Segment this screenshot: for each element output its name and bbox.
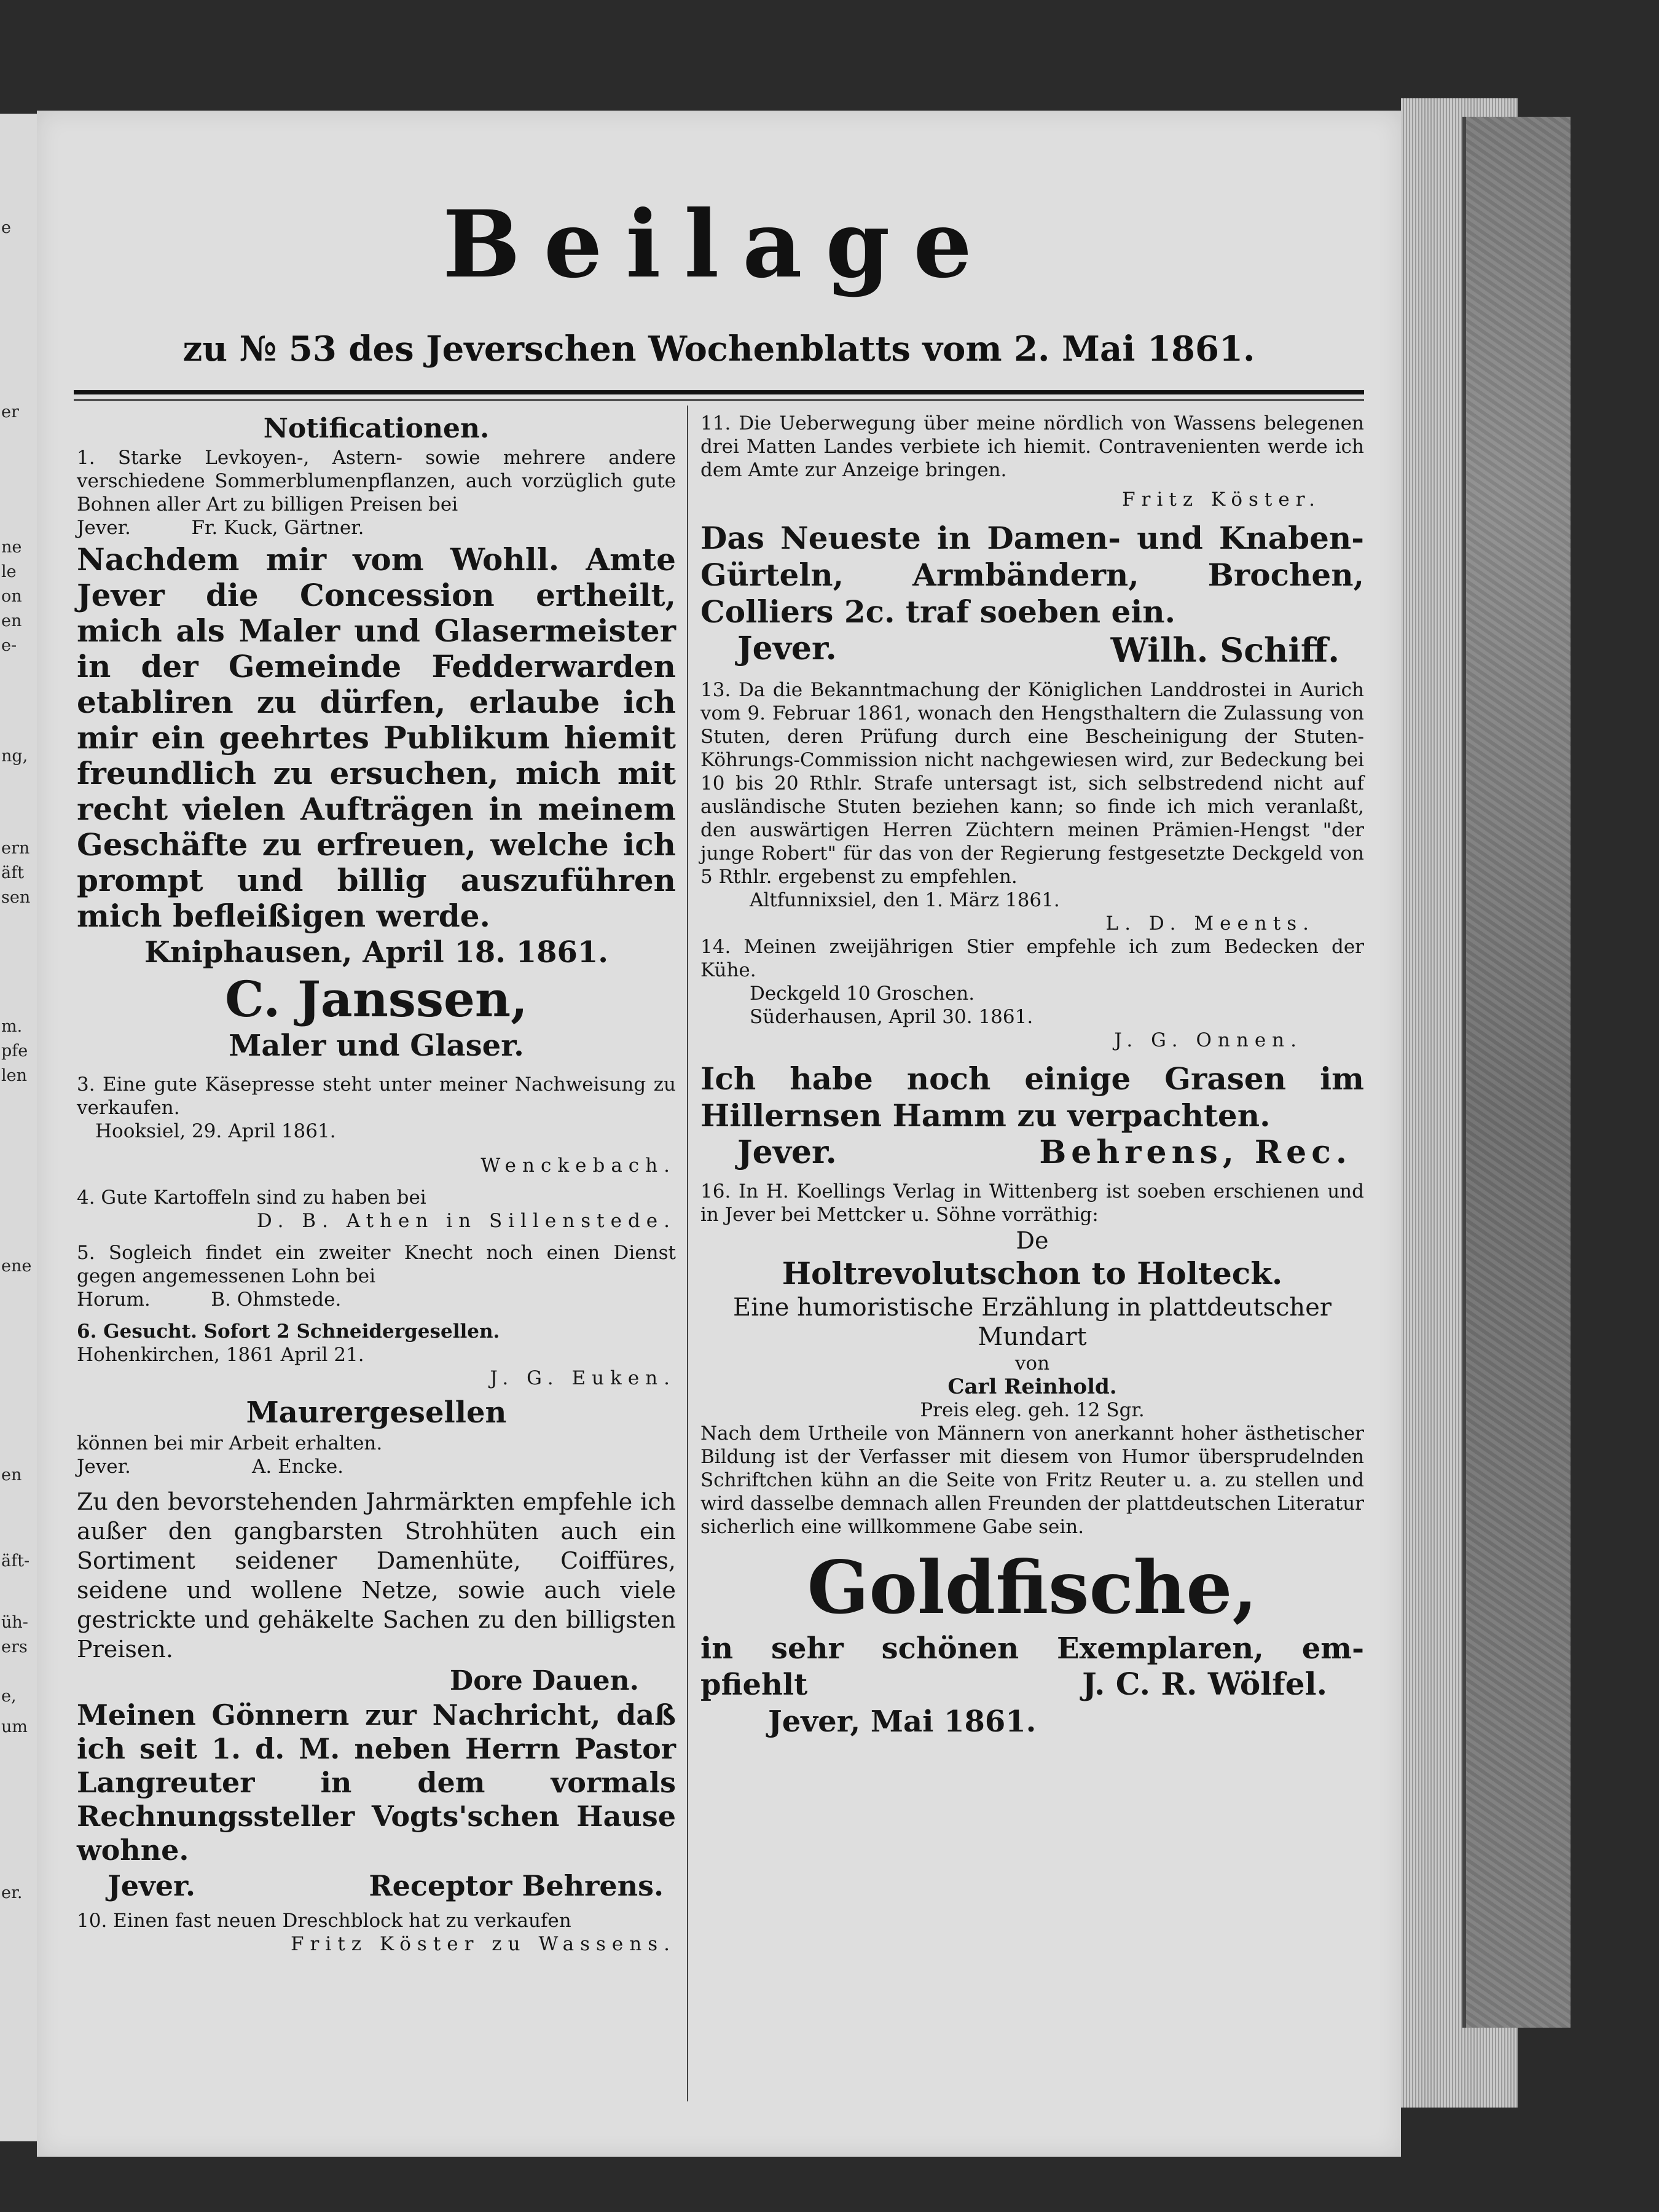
fragment: sen — [1, 888, 31, 907]
book-cover — [1462, 117, 1571, 2028]
fragment: äft — [1, 863, 24, 882]
grasen-footer — [700, 1134, 1364, 1171]
goldfische-heading: Goldfische, — [807, 1545, 1258, 1630]
fragment: pfe — [1, 1041, 28, 1061]
adjacent-page-edge — [0, 114, 39, 2141]
notice-6: 6. Gesucht. Sofort 2 Schneidergesellen. — [77, 1320, 500, 1343]
fragment: äft- — [1, 1551, 30, 1571]
notice-1: 1. Starke Levkoyen-, Astern- sowie mehrere andere verschiedene Sommerblumenpflanzen, auch vorzüglich gute Bohnen aller Art zu billigen Preisen bei — [77, 447, 676, 516]
column-separator — [687, 406, 688, 2101]
grasen-signature: Behrens, Rec. — [1039, 1134, 1352, 1171]
behrens-signature: Receptor Behrens. — [369, 1869, 664, 1902]
goldfische-text-1: in sehr schönen Exemplaren, em- — [700, 1631, 1364, 1666]
grasen-advert: Ich habe noch einige Grasen im Hillernsen Hamm zu verpachten. — [700, 1061, 1364, 1134]
notice-11-signature: Fritz Köster. — [1122, 488, 1321, 511]
notice-4: 4. Gute Kartoffeln sind zu haben bei — [77, 1186, 426, 1209]
schiff-signature: Wilh. Schiff. — [1110, 630, 1339, 670]
fragment: le — [1, 562, 17, 581]
fragment: üh- — [1, 1613, 28, 1632]
book-description-2: Mundart — [978, 1323, 1087, 1351]
notice-1-signature: Jever. Fr. Kuck, Gärtner. — [77, 517, 364, 539]
notice-13-place: Altfunnixsiel, den 1. März 1861. — [750, 889, 1060, 911]
schiff-footer — [700, 630, 1364, 670]
right-column — [700, 412, 1364, 1740]
book-review: Nach dem Urtheile von Männern von anerkannt hoher ästhetischer Bildung ist der Verfasser mit diesem von Humor übersprudelnden Schriftchen kühn an die Seite von Fritz Reuter u. a. zu stellen und wird dasselbe demnach allen Freunden der plattdeutschen Literatur sicherlich eine willkommene Gabe sein. — [700, 1422, 1364, 1538]
dauen-advert: Zu den bevorstehenden Jahrmärkten empfehle ich außer den gangbarsten Strohhüten auch ein Sortiment seidener Damenhüte, Coiffüres, seidene und wollene Netze, sowie auch viele gestrickte und gehäkelte Sachen zu den billigsten Preisen. — [77, 1488, 676, 1663]
notice-10-signature: Fritz Köster zu Wassens. — [291, 1933, 676, 1955]
fragment: en — [1, 611, 22, 630]
fragment: ers — [1, 1637, 28, 1657]
dauen-signature: Dore Dauen. — [450, 1665, 639, 1696]
schiff-place: Jever. — [737, 630, 837, 667]
behrens-advert: Meinen Gönnern zur Nachricht, daß ich seit 1. d. M. neben Herrn Pastor Langreuter in dem vormals Rechnungssteller Vogts'schen Hause wohne. — [77, 1698, 676, 1867]
notice-3-signature: Wenckebach. — [480, 1155, 676, 1177]
fragment: ene — [1, 1257, 32, 1276]
janssen-trade: Maler und Glaser. — [229, 1029, 524, 1063]
fragment: e — [1, 218, 11, 237]
page-title: Beilage — [442, 190, 995, 299]
book-title: Holtrevolutschon to Holteck. — [782, 1255, 1283, 1292]
fragment: ng, — [1, 747, 28, 766]
fragment: en — [1, 1465, 22, 1484]
book-von: von — [1014, 1352, 1050, 1375]
notice-14-fee: Deckgeld 10 Groschen. — [750, 982, 975, 1005]
fragment: e- — [1, 636, 17, 655]
notice-14-signature: J. G. Onnen. — [1114, 1029, 1303, 1051]
grasen-place: Jever. — [737, 1134, 837, 1171]
maurer-text: können bei mir Arbeit erhalten. — [77, 1432, 383, 1454]
janssen-place-date: Kniphausen, April 18. 1861. — [144, 935, 608, 970]
janssen-name: C. Janssen, — [225, 970, 528, 1028]
notice-3: 3. Eine gute Käsepresse steht unter meiner Nachweisung zu verkaufen. — [77, 1073, 676, 1119]
notice-11: 11. Die Ueberwegung über meine nördlich von Wassens belegenen drei Matten Landes verbiete ich hiemit. Contravenienten werde ich dem Amte zur Anzeige bringen. — [700, 412, 1364, 481]
fragment: ne — [1, 538, 22, 557]
maurer-signature: Jever. A. Encke. — [77, 1456, 344, 1478]
notice-14-place: Süderhausen, April 30. 1861. — [750, 1006, 1033, 1028]
notice-13-signature: L. D. Meents. — [1105, 912, 1315, 935]
fragment: ern — [1, 839, 30, 858]
notice-6-place: Hohenkirchen, 1861 April 21. — [77, 1344, 364, 1366]
maurer-heading: Maurergesellen — [246, 1395, 507, 1430]
header-rule-thin — [74, 399, 1364, 401]
goldfische-signature: J. C. R. Wölfel. — [1082, 1666, 1327, 1702]
goldfische-footer — [700, 1666, 1364, 1703]
notice-5: 5. Sogleich findet ein zweiter Knecht noch einen Dienst gegen angemessenen Lohn bei — [77, 1242, 676, 1287]
fragment: m. — [1, 1017, 23, 1036]
left-column — [77, 412, 676, 1956]
goldfische-place: Jever, Mai 1861. — [768, 1704, 1037, 1739]
fragment: len — [1, 1066, 28, 1085]
notice-3-place: Hooksiel, 29. April 1861. — [95, 1120, 336, 1142]
fragment: on — [1, 587, 22, 606]
notice-5-signature: Horum. B. Ohmstede. — [77, 1288, 342, 1311]
page-subtitle: zu № 53 des Jeverschen Wochenblatts vom 2. Mai 1861. — [182, 329, 1255, 369]
fragment: e, — [1, 1687, 17, 1706]
notice-6-signature: J. G. Euken. — [490, 1367, 676, 1389]
behrens-place: Jever. — [108, 1869, 196, 1902]
book-author: Carl Reinhold. — [947, 1375, 1117, 1399]
janssen-advert: Nachdem mir vom Wohll. Amte Jever die Concession ertheilt, mich als Maler und Glasermeister in der Gemeinde Fedderwarden etabliren zu dürfen, erlaube ich mir ein geehrtes Publikum hiemit freundlich zu ersuchen, mich mit recht vielen Aufträgen in meinem Geschäfte zu erfreuen, welche ich prompt und billig auszuführen mich befleißigen werde. — [77, 541, 676, 934]
book-price: Preis eleg. geh. 12 Sgr. — [920, 1399, 1145, 1421]
behrens-footer — [77, 1867, 676, 1904]
notice-4-signature: D. B. Athen in Sillenstede. — [256, 1210, 676, 1232]
fragment: er. — [1, 1883, 23, 1902]
notice-16: 16. In H. Koellings Verlag in Wittenberg ist soeben erschienen und in Jever bei Mettcker u. Söhne vorräthig: — [700, 1180, 1364, 1226]
section-heading: Notificationen. — [263, 413, 490, 444]
header-rule — [74, 390, 1364, 394]
fragment: um — [1, 1717, 28, 1736]
notice-14: 14. Meinen zweijährigen Stier empfehle ich zum Bedecken der Kühe. — [700, 936, 1364, 981]
goldfische-text-2: pfiehlt — [700, 1668, 808, 1702]
book-description-1: Eine humoristische Erzählung in plattdeutscher — [733, 1293, 1332, 1322]
newspaper-page — [37, 111, 1401, 2157]
fragment: er — [1, 402, 19, 422]
notice-13: 13. Da die Bekanntmachung der Königlichen Landdrostei in Aurich vom 9. Februar 1861, wonach den Hengsthaltern die Zulassung von Stuten, deren Prüfung durch eine Bescheinigung der Stuten-Köhrungs-Commission nicht nachgewiesen wird, zur Bedeckung bei 10 bis 20 Rthlr. Strafe untersagt ist, sich selbstredend nicht auf ausländische Stuten beziehen kann; so finde ich mich veranlaßt, den auswärtigen Herren Züchtern meinen Prämien-Hengst "der junge Robert" für das von der Regierung festgesetzte Deckgeld von 5 Rthlr. ergebenst zu empfehlen. — [700, 679, 1364, 888]
schiff-advert: Das Neueste in Damen- und Knaben-Gürteln, Armbändern, Brochen, Colliers 2c. traf soeben ein. — [700, 520, 1364, 630]
book-de: De — [1016, 1227, 1049, 1254]
notice-10: 10. Einen fast neuen Dreschblock hat zu verkaufen — [77, 1910, 571, 1932]
